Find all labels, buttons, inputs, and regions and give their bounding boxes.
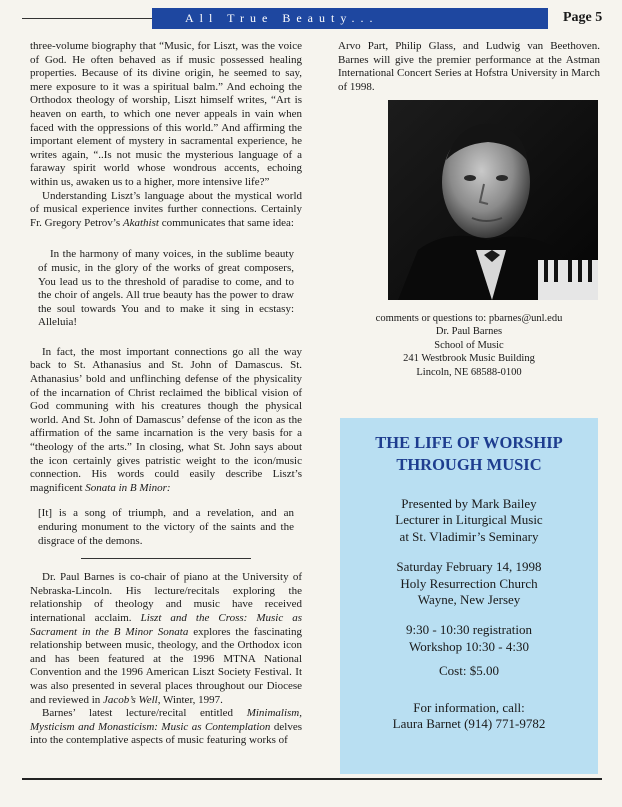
contact-info [338,312,600,379]
event-promo-box [340,418,598,774]
paragraph-continued: Arvo Part, Philip Glass, and Ludwig van Beethoven. Barnes will give the premier performance at the Astman International Concert Series at Hofstra University in March of 1998. [338,40,600,93]
contact-address: 241 Westbrook Music Building [403,353,535,365]
promo-phone: Laura Barnet (914) 771-9782 [392,716,546,732]
promo-schedule: 9:30 - 10:30 registration Workshop 10:30 - 4:30 Cost: $5.00 [340,622,598,679]
paragraph-akathist: Understanding Liszt’s language about the mystical world of musical experience invites further connections. Certainly Fr. Gregory Petrov’s Akathist communicates that same idea: [30,189,302,229]
bio-separator [81,558,251,559]
portrait-illustration [388,100,598,300]
contact-department: School of Music [434,339,504,351]
promo-title: THE LIFE OF WORSHIP THROUGH MUSIC [375,433,563,474]
header-rule [22,18,152,19]
page-number: Page 5 [563,10,603,25]
promo-date-venue: Saturday February 14, 1998 Holy Resurrection Church Wayne, New Jersey [396,559,542,608]
promo-cost: Cost: $5.00 [439,663,499,679]
paragraph-athanasius: In fact, the most important connections go all the way back to St. Athanasius and St. John of Damascus. St. Athanasius’ bold and unflinching defense of the physicality of the incarnation of Christ reclaimed the biblical vision of God communing with his creatures though the physical world. And St. John of Damascus’ defense of the icon as the affirmation of the same incarnation is the very basis for a “theology of the arts.” In closing, what St. John says about the icon certainly gives patristic weight to the icon/music connection. His words could easily describe Liszt’s magnificent Sonata in B Minor: [30,345,302,494]
author-photo [388,100,598,300]
paragraph-bio: Dr. Paul Barnes is co-chair of piano at the University of Nebraska-Lincoln. His lecture/recitals exploring the relationship of theology and music have received international acclaim. Liszt and the Cross: Music as Sacrament in the B Minor Sonata explores the fascinating relationship between music, theology, and the Orthodox icon and has been featured at the 1996 MTNA National Convention and the 1996 American Liszt Society Festival. It was also presented in several places throughout our Diocese and reviewed in Jacob’s Well, Winter, 1997. [30,571,302,706]
left-column [30,40,302,748]
akathist-quote: In the harmony of many voices, in the sublime beauty of music, in the glory of the works of great composers, You lead us to the threshold of paradise to come, and to the choir of angels. All true beauty has the power to draw the soul towards You and to make it sing in ecstasy: Alleluia! [38,248,294,329]
paragraph-latest-recital: Barnes’ latest lecture/recital entitled Minimalism, Mysticism and Monasticism: Music as Contemplation delves into the contemplative aspects of music featuring works of [30,707,302,747]
icon-quote: [It] is a song of triumph, and a revelation, and an enduring monument to the victory of the saints and the disgrace of the demons. [38,507,294,547]
banner-text: All True Beauty... [185,11,379,25]
promo-info: For information, call: Laura Barnet (914) 771-9782 [340,700,598,733]
right-column-continued [338,40,600,94]
footer-rule [22,778,602,780]
promo-presenter: Presented by Mark Bailey Lecturer in Liturgical Music at St. Vladimir’s Seminary [395,496,543,544]
contact-email-line: comments or questions to: pbarnes@unl.edu [375,313,563,324]
contact-name: Dr. Paul Barnes [435,326,503,338]
header-banner [152,8,548,29]
paragraph-liszt-quotes: three-volume biography that “Music, for Liszt, was the voice of God. He often behaved as if music possessed healing properties. Because of its divine origin, he seemed to say, mere exposure to it was a spiritual balm.” And echoing the Orthodox theology of worship, Liszt himself writes, “Art is heaven on earth, to which one never appeals in vain when faced with the oppressions of this world.” And affirming the important element of mystery in sacramental experience, he writes again, “..Is not music the mysterious language of a faraway spirit world whose wondrous accents, echoing within us, awaken us to a higher, more intensive life?” [30,40,302,188]
contact-city: Lincoln, NE 68588-0100 [416,366,522,378]
